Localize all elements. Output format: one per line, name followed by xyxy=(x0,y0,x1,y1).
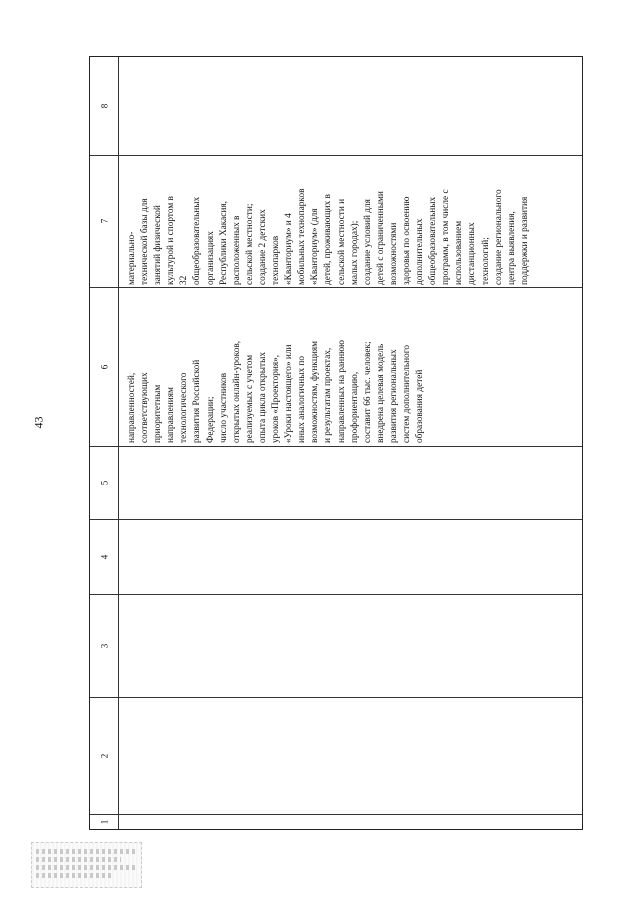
cell-line: технопарков xyxy=(271,235,282,285)
column-divider xyxy=(90,155,582,156)
cell-line: направленных на раннюю xyxy=(336,340,347,443)
cell-line: составит 66 тыс. человек; xyxy=(362,341,373,443)
cell-line: общеобразовательных xyxy=(428,196,439,285)
cell-line: Республики Хакасия, xyxy=(218,200,229,285)
cell-line: организациях xyxy=(205,231,216,285)
cell-line: опыта цикла открытых xyxy=(257,351,268,443)
cell-line: образования детей xyxy=(415,369,426,443)
column-divider xyxy=(90,446,582,447)
cell-line: мобильных технопарков xyxy=(297,188,308,285)
column-divider xyxy=(90,594,582,595)
cell-line: культурой и спортом в xyxy=(166,196,177,285)
cell-line: систем дополнительного xyxy=(401,344,412,443)
column-header-8: 8 xyxy=(99,103,109,109)
page-number: 43 xyxy=(31,416,46,429)
column-header-6: 6 xyxy=(99,364,109,369)
cell-line: дистанционных xyxy=(467,222,478,285)
cell-line: Федерации; xyxy=(205,396,216,443)
cell-line: занятий физической xyxy=(153,205,164,285)
cell-line: «Кванториум» (для xyxy=(310,208,321,285)
header-separator xyxy=(118,57,119,829)
cell-line: детей с ограниченными xyxy=(375,191,386,285)
column-header-3: 3 xyxy=(99,643,109,648)
cell-col7-text xyxy=(126,189,532,285)
cell-line: сельской местности и xyxy=(336,198,347,285)
cell-line: поддержки и развития xyxy=(519,196,530,285)
cell-line: иных аналогичных по xyxy=(297,355,308,443)
cell-line: детей, проживающих в xyxy=(323,194,334,285)
cell-line: сельской местности; xyxy=(244,203,255,285)
cell-line: технической базы для xyxy=(140,198,151,285)
cell-line: расположенных в xyxy=(231,215,242,285)
cell-line: число участников xyxy=(218,372,229,443)
column-header-5: 5 xyxy=(99,480,109,485)
cell-line: возможностям, функциям xyxy=(310,340,321,443)
cell-line: технологического xyxy=(179,372,190,443)
cell-line: «Уроки настоящего» или xyxy=(284,344,295,443)
cell-line: уроков «Проектория», xyxy=(271,354,282,443)
cell-col6-text xyxy=(126,340,427,443)
column-header-1: 1 xyxy=(99,819,109,824)
column-divider xyxy=(90,697,582,698)
cell-line: соответствующих xyxy=(140,372,151,443)
cell-line: развития Российской xyxy=(192,359,203,443)
column-header-4: 4 xyxy=(99,554,109,559)
cell-line: создание регионального xyxy=(493,189,504,285)
cell-line: открытых онлайн-уроков, xyxy=(231,340,242,443)
cell-line: развития региональных xyxy=(388,349,399,443)
cell-line: профориентацию, xyxy=(349,371,360,443)
cell-line: программ, в том числе с xyxy=(441,189,452,285)
cell-line: 32 xyxy=(179,275,190,285)
cell-line: малых городах); xyxy=(349,220,360,285)
cell-line: материально- xyxy=(127,231,137,285)
cell-line: использованием xyxy=(454,220,465,285)
cell-line: «Кванториум» и 4 xyxy=(284,213,295,285)
data-table xyxy=(89,56,583,830)
column-divider xyxy=(90,519,582,520)
cell-line: приоритетным xyxy=(153,384,164,443)
cell-line: внедрена целевая модель xyxy=(375,343,386,443)
cell-line: реализуемых с учетом xyxy=(244,354,255,443)
cell-line: создание 2 детских xyxy=(257,209,268,285)
cell-line: возможностями xyxy=(388,222,399,285)
cell-line: общеобразовательных xyxy=(192,196,203,285)
column-header-7: 7 xyxy=(99,218,109,224)
scan-stamp xyxy=(31,842,142,888)
cell-line: технологий; xyxy=(480,237,491,285)
column-header-2: 2 xyxy=(99,753,109,758)
column-divider xyxy=(90,287,582,288)
cell-line: и результатам проектах, xyxy=(323,347,334,443)
cell-line: создание условий для xyxy=(362,199,373,285)
cell-line: направленностей, xyxy=(127,372,137,443)
cell-line: дополнительных xyxy=(415,218,426,285)
cell-line: здоровья по освоению xyxy=(401,196,412,285)
column-divider xyxy=(90,814,582,815)
cell-line: направлениям xyxy=(166,387,177,443)
cell-line: центра выявления, xyxy=(506,211,517,285)
